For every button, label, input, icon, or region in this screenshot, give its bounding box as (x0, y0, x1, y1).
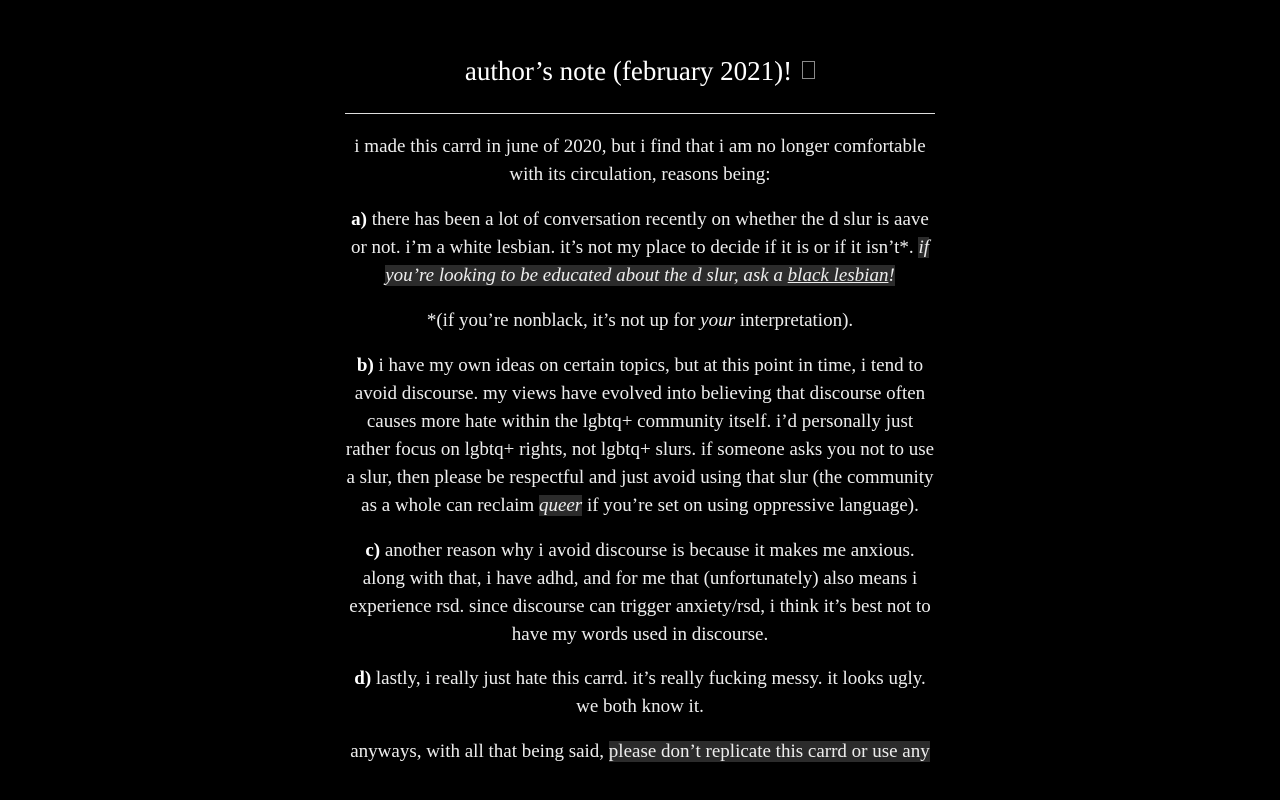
reason-a-highlight-text: if you’re looking to be educated about the d slur, ask a (385, 237, 929, 286)
reason-b-letter: b) (356, 355, 374, 376)
closing-highlight: please don’t replicate this carrd or use any (608, 741, 930, 762)
intro-paragraph: i made this carrd in june of 2020, but i find that i am no longer comfortable with its circulation, reasons being: (354, 136, 926, 185)
reason-a-letter: a) (351, 209, 367, 230)
closing-text: anyways, with all that being said, (350, 741, 609, 762)
reason-d-letter: d) (354, 668, 372, 689)
reason-b-emphasis: queer (538, 495, 583, 516)
authors-note-section (345, 0, 935, 766)
closing-paragraph (345, 738, 935, 766)
reason-d-text: lastly, i really just hate this carrd. it’s really fucking messy. it looks ugly. we both know it. (371, 668, 926, 717)
reason-a-highlight-end: ! (888, 265, 895, 286)
missing-glyph-icon (802, 61, 815, 79)
reason-c-letter: c) (365, 540, 381, 561)
reason-c-paragraph (345, 537, 935, 649)
page-title-text: author’s note (february 2021)! (464, 56, 793, 86)
reason-d-paragraph (345, 665, 935, 721)
black-lesbian-link[interactable]: black lesbian (787, 265, 889, 286)
reason-b-after: if you’re set on using oppressive language). (582, 495, 919, 516)
footnote-after: interpretation). (734, 310, 854, 331)
footnote-emphasis: your (700, 310, 735, 331)
reason-b-text: i have my own ideas on certain topics, but at this point in time, i tend to avoid discourse. my views have evolved into believing that discourse often causes more hate within the lgbtq+ community itself. i’d personally just rather focus on lgbtq+ rights, not lgbtq+ slurs. if someone asks you not to use a slur, then please be respectful and just avoid using that slur (the community as a whole can reclaim (345, 355, 935, 516)
reason-b-paragraph (345, 352, 935, 520)
footnote-paragraph (345, 307, 935, 335)
reason-c-text: another reason why i avoid discourse is because it makes me anxious. along with that, i have adhd, and for me that (unfortunately) also means i experience rsd. since discourse can trigger anxiety/rsd, i think it’s best not to have my words used in discourse. (349, 540, 931, 645)
page-title (345, 0, 935, 113)
title-divider (345, 113, 935, 114)
reason-a-paragraph (345, 206, 935, 290)
footnote-before: *(if you’re nonblack, it’s not up for (426, 310, 701, 331)
reason-a-text: there has been a lot of conversation recently on whether the d slur is aave or not. i’m a white lesbian. it’s not my place to decide if it is or if it isn’t*. (350, 209, 929, 258)
